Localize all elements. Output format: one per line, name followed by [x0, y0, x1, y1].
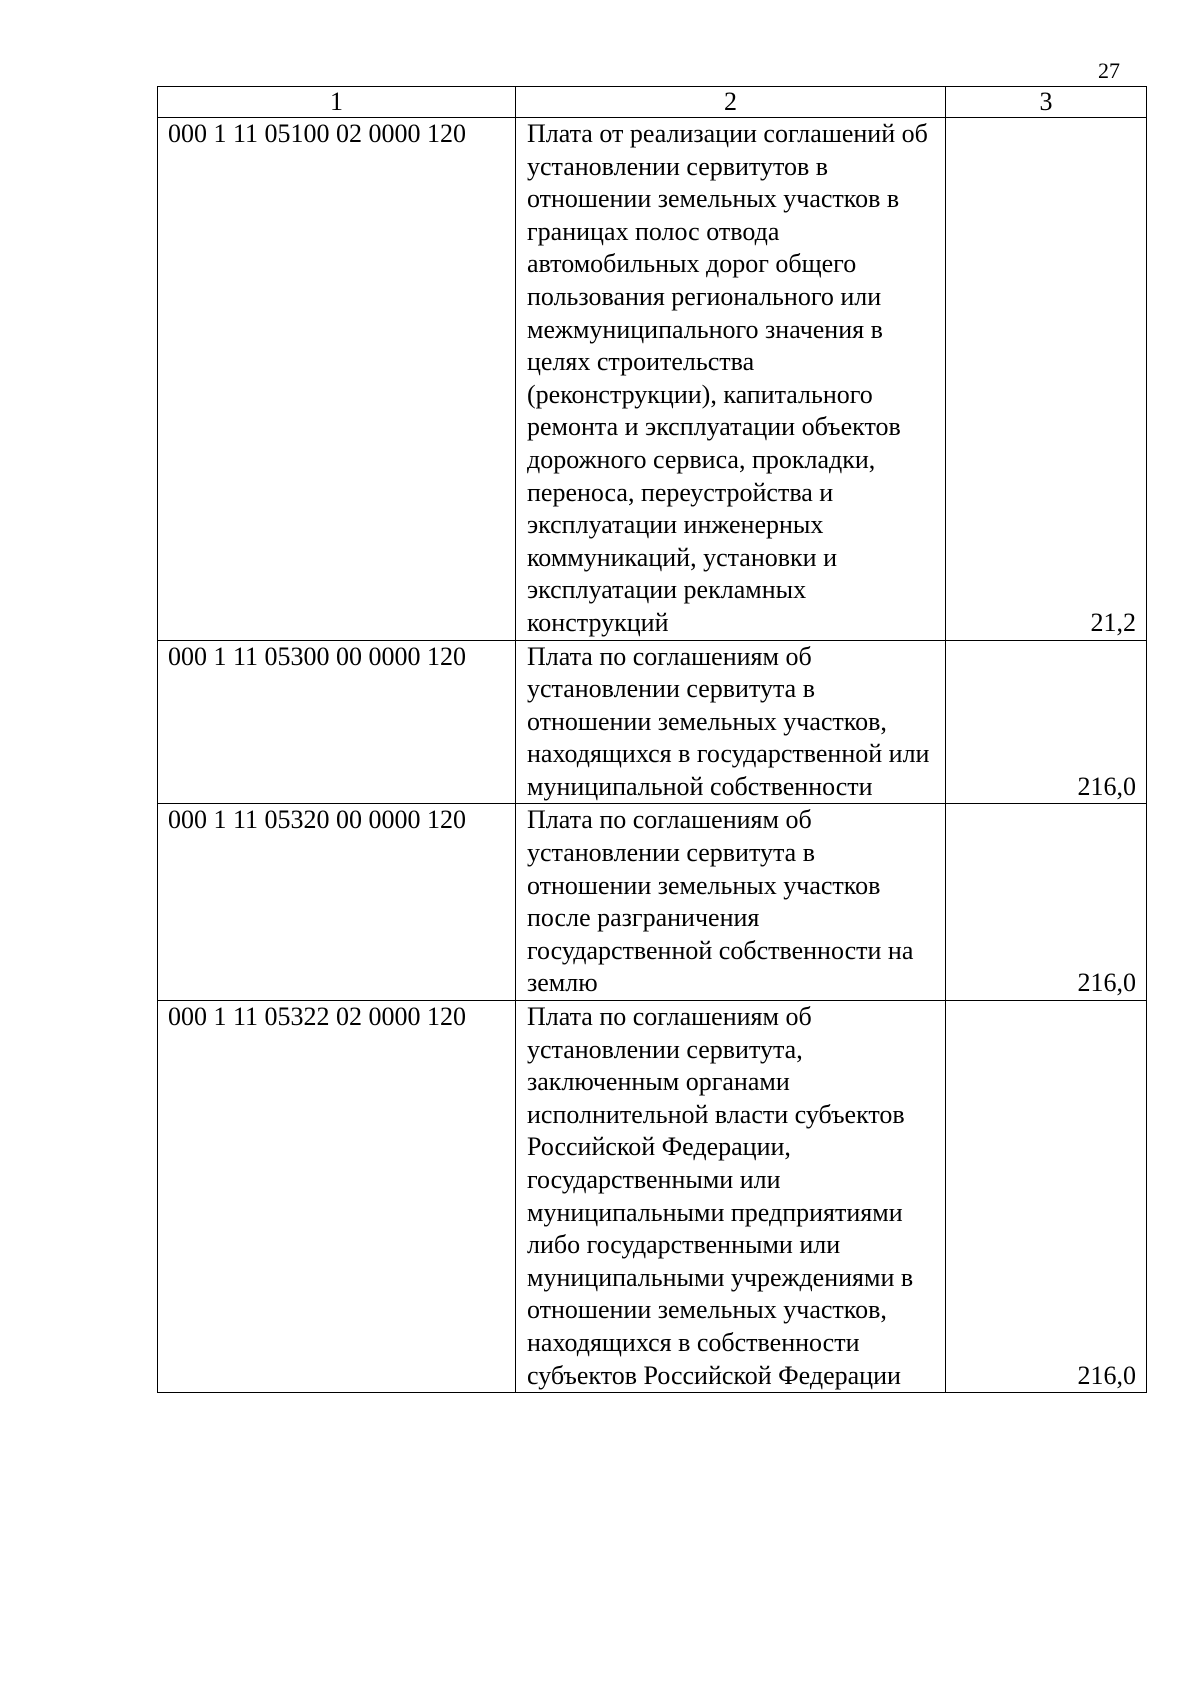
classification-code-cell: 000 1 11 05100 02 0000 120	[158, 118, 516, 641]
table-row	[158, 804, 1147, 1001]
amount-cell: 216,0	[946, 640, 1147, 804]
page-number: 27	[1098, 58, 1120, 83]
income-codes-table	[157, 86, 1147, 1393]
table-row	[158, 118, 1147, 641]
description-cell: Плата по соглашениям об установлении сервитута в отношении земельных участков после разграничения государственной собственности на землю	[516, 804, 946, 1001]
description-cell: Плата по соглашениям об установлении сервитута в отношении земельных участков, находящихся в государственной или муниципальной собственности	[516, 640, 946, 804]
column-header-1: 1	[158, 87, 516, 118]
classification-code-cell: 000 1 11 05300 00 0000 120	[158, 640, 516, 804]
column-header-3: 3	[946, 87, 1147, 118]
description-cell: Плата по соглашениям об установлении сервитута, заключенным органами исполнительной власти субъектов Российской Федерации, государственными или муниципальными предприятиями либо государственными или муниципальными учреждениями в отношении земельных участков, находящихся в собственности субъектов Российской Федерации	[516, 1001, 946, 1393]
description-cell: Плата от реализации соглашений об установлении сервитутов в отношении земельных участков в границах полос отвода автомобильных дорог общего пользования регионального или межмуниципального значения в целях строительства (реконструкции), капитального ремонта и эксплуатации объектов дорожного сервиса, прокладки, переноса, переустройства и эксплуатации инженерных коммуникаций, установки и эксплуатации рекламных конструкций	[516, 118, 946, 641]
amount-cell: 21,2	[946, 118, 1147, 641]
amount-cell: 216,0	[946, 1001, 1147, 1393]
table-row	[158, 1001, 1147, 1393]
amount-cell: 216,0	[946, 804, 1147, 1001]
classification-code-cell: 000 1 11 05320 00 0000 120	[158, 804, 516, 1001]
table-header-row	[158, 87, 1147, 118]
column-header-2: 2	[516, 87, 946, 118]
table-row	[158, 640, 1147, 804]
classification-code-cell: 000 1 11 05322 02 0000 120	[158, 1001, 516, 1393]
